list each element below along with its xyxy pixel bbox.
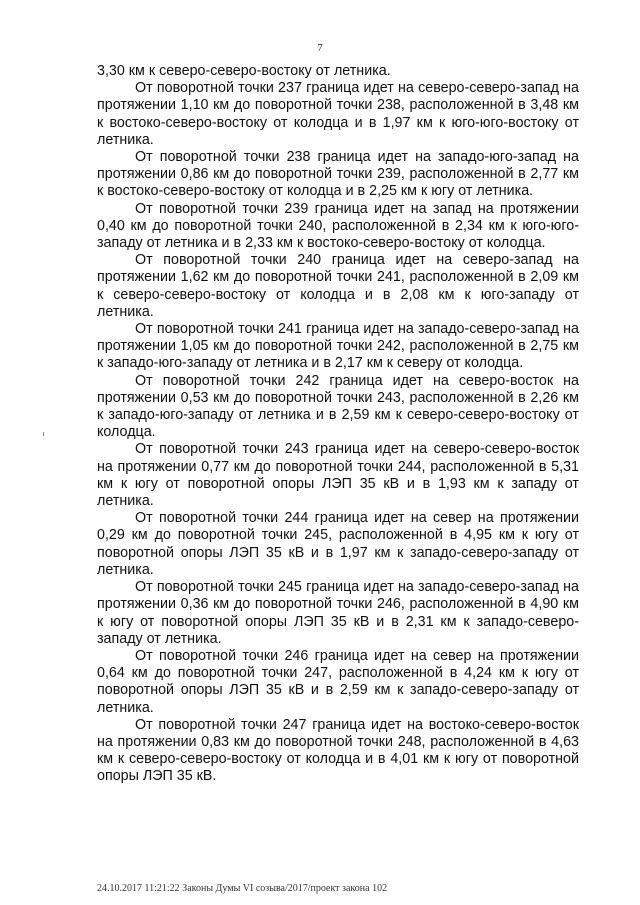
paragraph-point-241: От поворотной точки 241 граница идет на западо-северо-запад на протяжении 1,05 км до поворотной точки 242, расположенной в 2,75 км к западо-юго-западу от летника и в 2,17 км к северу от колодца. [97,321,579,372]
paragraph-point-238: От поворотной точки 238 граница идет на западо-юго-запад на протяжении 0,86 км до поворотной точки 239, расположенной в 2,77 км к востоко-северо-востоку от колодца и в 2,25 км к югу от летника. [97,149,579,200]
page-number: 7 [317,42,323,54]
paragraph-point-243: От поворотной точки 243 граница идет на северо-северо-восток на протяжении 0,77 км до поворотной точки 244, расположенной в 5,31 км к югу от поворотной опоры ЛЭП 35 кВ и в 1,93 км к западу от летника. [97,441,579,510]
document-body [97,63,579,786]
footer-stamp: 24.10.2017 11:21:22 Законы Думы VI созыва/2017/проект закона 102 [97,883,388,894]
paragraph-point-242: От поворотной точки 242 граница идет на северо-восток на протяжении 0,53 км до поворотной точки 243, расположенной в 2,26 км к западо-юго-западу от летника и в 2,59 км к северо-северо-востоку от колодца. [97,372,579,441]
paragraph-point-244: От поворотной точки 244 граница идет на север на протяжении 0,29 км до поворотной точки 245, расположенной в 4,95 км к югу от поворотной опоры ЛЭП 35 кВ и в 1,97 км к западо-северо-западу от летника. [97,510,579,578]
paragraph-point-247: От поворотной точки 247 граница идет на востоко-северо-восток на протяжении 0,83 км до поворотной точки 248, расположенной в 4,63 км к северо-северо-востоку от колодца и в 4,01 км к югу от поворотной опоры ЛЭП 35 кВ. [97,716,579,785]
paragraph-continuation: 3,30 км к северо-северо-востоку от летника. [97,63,391,79]
margin-mark [43,432,44,436]
paragraph-point-237: От поворотной точки 237 граница идет на северо-северо-запад на протяжении 1,10 км до поворотной точки 238, расположенной в 3,48 км к востоко-северо-востоку от колодца и в 1,97 км к юго-юго-востоку от летника. [97,80,579,148]
paragraph-point-240: От поворотной точки 240 граница идет на северо-запад на протяжении 1,62 км до поворотной точки 241, расположенной в 2,09 км к северо-северо-востоку от колодца и в 2,08 км к юго-западу от летника. [97,252,579,320]
paragraph-point-245: От поворотной точки 245 граница идет на западо-северо-запад на протяжении 0,36 км до поворотной точки 246, расположенной в 4,90 км к югу от поворотной опоры ЛЭП 35 кВ и в 2,31 км к западо-северо-западу от летника. [97,579,579,647]
paragraph-point-239: От поворотной точки 239 граница идет на запад на протяжении 0,40 км до поворотной точки 240, расположенной в 2,34 км к юго-юго-западу от летника и в 2,33 км к востоко-северо-востоку от колодца. [97,200,579,252]
paragraph-point-246: От поворотной точки 246 граница идет на север на протяжении 0,64 км до поворотной точки 247, расположенной в 4,24 км к югу от поворотной опоры ЛЭП 35 кВ и в 2,59 км к западо-северо-западу от летника. [97,647,579,716]
